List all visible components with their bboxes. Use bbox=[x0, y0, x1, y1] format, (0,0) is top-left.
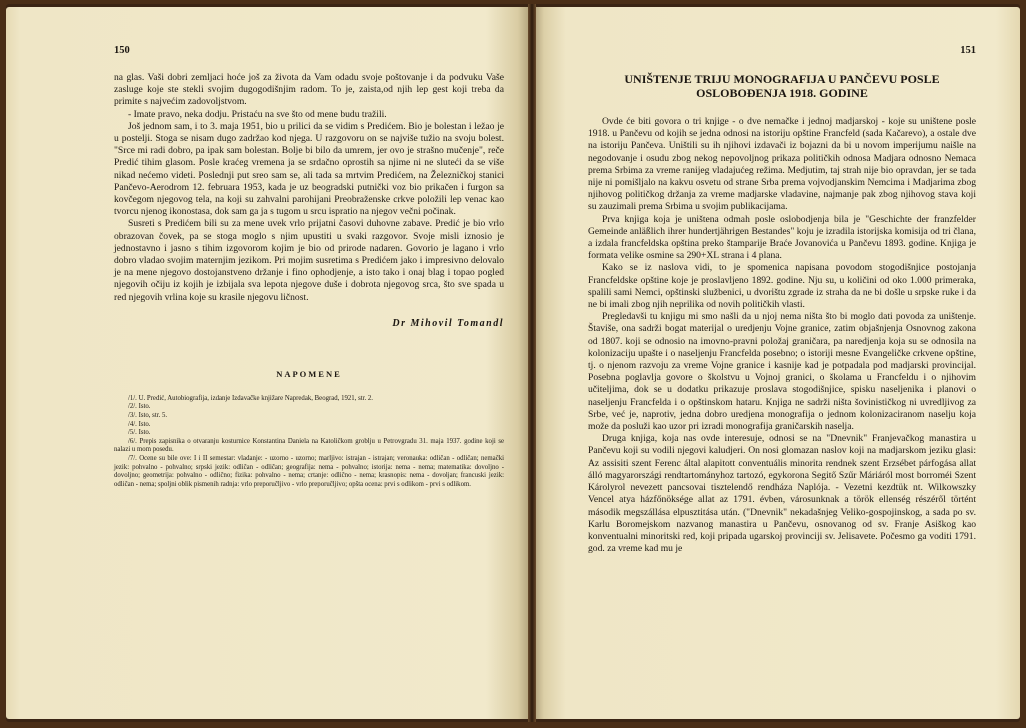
right-page bbox=[536, 7, 1020, 719]
footnote: /4/. Isto. bbox=[128, 420, 151, 428]
footnote: /7/. Ocene su bile ove: I i II semestar: vladanje: - uzorno - uzorno; marljivo: istrajan - istrajan; veronauka: odličan - odličan; nemački jezik: pohvalno - pohvalno; srpski jezik: odličan - odličan; geografija: nema - pohvalno; istorija: nema - nema; matematika: dovoljno - dovoljno; geometrija: pohvalno - odlično; fizika: pohvalno - nema; crtanje: odlično - nema; krasnopis: nema - dovoljan; francuski jezik: odličan - nema; spoljni oblik pismenih radnja: vrlo preporučljivo - vrlo preporučljivo; opšta ocena: prvi s odlikom - prvi s odlikom. bbox=[114, 455, 504, 488]
page-number-right: 151 bbox=[960, 45, 976, 56]
paragraph: Ovde će biti govora o tri knjige - o dve nemačke i jednoj madjarskoj - koje su uništene posle 1918. u Pančevu od kojih se jedna odnosi na istoriju opštine Francfeld (sada Kačarevo), a ostale dve na istoriju Pančeva. Uništili su ih njihovi izdavači iz bojazni da bi u novom imperijumu naišle na negodovanje i osudu zbog nekog nepovoljnog prikaza političkih odnosa Madjara odnosno Nemaca prema Srbima za vreme ranijeg vladajućeg režima. Medjutim, taj strah nije bio opravdan, jer se tada nije ni pomišljalo na kakvu osvetu od strane Srba prema vojvodjanskim Nemcima i Madjarima zbog njihovog političkog držanja za vreme madjarske vladavine, najmanje pak zbog njihovog stava koji su zauzimali prema Srbima u svojim publikacijama. bbox=[588, 116, 976, 213]
paragraph: Druga knjiga, koja nas ovde interesuje, odnosi se na "Dnevnik" Franjevačkog manastira u Pančevu koji su vodili njegovi kaludjeri. On nosi glomazan naslov koji na madjarskom jeziku glasi: Az assisiti szent Ferenc által alapitott conventuális minorita rendnek szent Erzsébet párfogása allat álló magyarországi rendtartományhoz tartozó, egykorona Segitő Szűr Máriáról most borroméi Szent Károlyrol nevezett pancsovai tisztelendő rendháza Naplója. - Vezetni kezdtük nt. Wilkowszky Vencel atya házfőnöksége allat az 1791. évben, városunknak a török ellenség részéről történt második megszállása elpusztitása után. ("Dnevnik" nekadašnjeg Veliko-gospojinskog, a sada po sv. Karlu Boromejskom nazvanog manastira u Pančevu, osnovanog od sv. Franje Asiškog kao konventualni minoritski red, koji pripada ugarskoj provinciji sv. Jelisavete. Počesmo ga voditi 1791. god. za vreme kad mu je bbox=[588, 433, 976, 555]
right-page-body bbox=[588, 116, 976, 555]
footnote: /5/. Isto. bbox=[128, 429, 151, 437]
notes-heading: NAPOMENE bbox=[276, 368, 342, 379]
footnote: /2/. Isto. bbox=[128, 403, 151, 411]
page-number-left: 150 bbox=[114, 45, 130, 56]
paragraph: Prva knjiga koja je uništena odmah posle oslobodjenja bila je "Geschichte der franzfelder Gemeinde anläßlich ihrer hundertjährigen Bestandes" koju je izradila istorijska komisija od tri člana, a izdala francfeldska opština preko štamparije Braće Jovanovića u Pančevu 1893. godine. Knjiga je formata velike osmine sa 290+XL strana i 4 plana. bbox=[588, 213, 976, 262]
footnotes bbox=[114, 395, 504, 490]
book-spread bbox=[6, 4, 1020, 722]
author-signature: Dr Mihovil Tomandl bbox=[392, 317, 504, 329]
paragraph: Pregledavši tu knjigu mi smo našli da u njoj nema ništa što bi moglo dati povoda za uništenje. Štaviše, ona sadrži bogat materijal o uredjenju Vojne granice, zatim objašnjenja Osnovnog zakona od 1807. koji se odnosio na imovno-pravni položaj graničara, pa naredjenja koja su se odnosila na kolonizaciju upašte i o naseljenju Francfelda posebno; o istoriji mesne Evangeličke crkvene opštine, tj. o njenom razvoju za vreme Vojne granice i kasnije kad je potpadala pod madjarski provincijal. Posebna poglavlja govore o školstvu u Vojnoj granici, o školama u Francfeldu i o njihovim učiteljima, dok se u dodatku prikazuje proslava stogodišnjice, spisku naseljenika i planovi o naseljenju Francfelda i o opštinskom hataru. Knjiga ne sadrži ništa šovinističkog ni uvredljivog za Srbe, već je, naprotiv, jedna dobro uredjena monografija o jednom kolonizaciranom naselju koja može da posluži kao uzor pri izradi monografija graničarskih naselja. bbox=[588, 311, 976, 433]
left-page bbox=[6, 7, 528, 719]
footnote: /3/. Isto, str. 5. bbox=[128, 412, 168, 420]
paragraph: Još jednom sam, i to 3. maja 1951, bio u prilici da se vidim s Predićem. Bio je bolestan i ležao je u postelji. Stoga se nisam dugo zadržao kod njega. U razgovoru on se najviše tužio na svoju bolest. "Srce mi radi dobro, pa ipak sam bolestan. Bolje bi bilo da umrem, jer ovo je strašno mučenje", reče Predić tihim glasom. Posle kraćeg vremena ja se srdačno oprostih sa njime ni ne sluteći da se više nikad nećemo videti. Poslednji put sreo sam se, ali tada sa mrtvim Predićem, na Železničkoj stanici Pančevo-Aerodrom 12. februara 1953, kada je uz beogradski putnički voz bio prikačen i furgon sa kovčegom njegovog tela, na koji su zahvalni parohijani Preobraženske crkve položili lep venac kao tvorcu njenog ikonostasa, dok sam ga ja s tugom u srcu ispratio na njegov večni počinak. bbox=[114, 120, 504, 218]
left-page-body bbox=[114, 72, 504, 304]
paragraph: Kako se iz naslova vidi, to je spomenica napisana povodom stogodišnjice postojanja Francfeldske opštine koje je proslavljeno 1892. godine. Nju su, u količini od oko 1.000 primeraka, spalili sami Nemci, opštinski službenici, u dvorištu zgrade iz straha da ne bi došle u srpske ruke i da ne bi imali zbog njih neprilika od novih političkih vlasti. bbox=[588, 262, 976, 311]
paragraph: na glas. Vaši dobri zemljaci hoće još za života da Vam odadu svoje poštovanje i da podvuku Vaše zasluge koje ste stekli svojim dugogodišnjim radom. To je, zaista,od njih lep gest koji treba da primite s najvećim zadovoljstvom. bbox=[114, 72, 504, 108]
book-gutter bbox=[528, 4, 536, 722]
paragraph: - Imate pravo, neka dodju. Pristaću na sve što od mene budu tražili. bbox=[128, 108, 387, 120]
paragraph: Susreti s Predićem bili su za mene uvek vrlo prijatni časovi duhovne zabave. Predić je bio vrlo obrazovan čovek, pa se stoga moglo s njim upustiti u svaki razgovor. Svoje misli iznosio je jednostavno i jasno s tihim izgovorom kojim je bio od prirode nadaren. Govorio je lagano i vrlo dobro vladao svojim maternjim jezikom. Pri mojim susretima s Predićem jako i impresivno delovalo je na mene njegovo dostojanstveno držanje i fino ophodjenje, a isto tako i onaj blag i topao pogled njegovih očiju iz kojih je izbijala sva lepota njegove duše i dobrota njegovog srca, što sve spada u red njegovih vrlina koje su krasile njegovu ličnost. bbox=[114, 218, 504, 303]
chapter-title bbox=[588, 72, 976, 100]
footnote: /6/. Prepis zapisnika o otvaranju kosturnice Konstantina Daniela na Katoličkom groblju u Petrovgradu 31. maja 1937. godine koji se nalazi u mom posedu. bbox=[114, 437, 504, 454]
chapter-title-line: OSLOBOĐENJA 1918. GODINE bbox=[696, 86, 868, 100]
chapter-title-line: UNIŠTENJE TRIJU MONOGRAFIJA U PANČEVU POSLE bbox=[624, 72, 940, 86]
footnote: /1/. U. Predić, Autobiografija, izdanje Izdavačke knjižare Napredak, Beograd, 1921, str. 2. bbox=[128, 394, 373, 402]
